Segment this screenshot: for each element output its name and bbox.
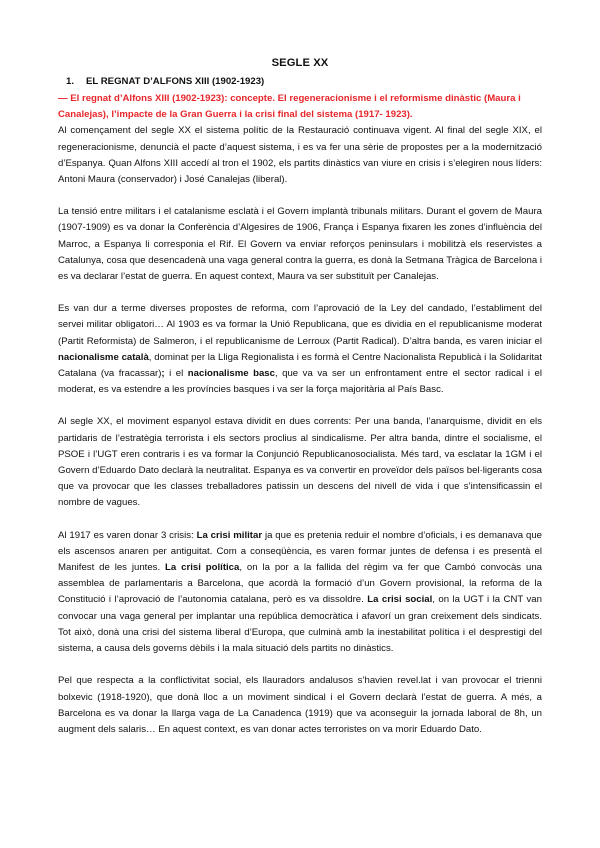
- paragraph-maura: La tensió entre militars i el catalanisme esclatà i el Govern implantà tribunals militars. Durant el govern de Maura (1907-1909) es va donar la Conferència d’Algesires de 1906, França i Espanya fixaren les zones d’influència del Marroc, a Espanya li corresponia el Rif. El Govern va enviar reforços peninsulars i mobilitzà els reservistes a Catalunya, cosa que desencadenà una vaga general contra la guerra, es donà la Setmana Tràgica de Barcelona i es va declarar l’estat de guerra. En aquest context, Maura va ser substituït per Canalejas.: [58, 206, 542, 283]
- paragraph-crisis-text-e: , on la UGT i la CNT van convocar una vaga general per implantar una república democràtica i afavorí un gran creixement dels sindicats. Tot això, donà una crisi del sistema liberal d’Europa, que culminà amb la inestabilitat política i el desprestigi del sistema, a causa dels governs dèbils i la mala situació dels partits no dinàstics.: [58, 594, 542, 655]
- term-social-crisis: La crisi social: [367, 594, 433, 606]
- paragraph-intro: Al començament del segle XX el sistema polític de la Restauració continuava vigent. Al final del segle XIX, el regeneracionisme, denuncià el pacte d’aquest sistema, i es va fer una sèrie de propostes per a la modernització d’Espanya. Quan Alfons XIII accedí al tron el 1902, els partits dinàstics van viure en crisis i s’elegiren nous líders: Antoni Maura (conservador) i José Canalejas (liberal).: [58, 125, 542, 186]
- paragraph-social-conflict: Pel que respecta a la conflictivitat social, els llauradors andalusos s’havien revel.lat i van provocar el trienni bolxevic (1918-1920), que donà lloc a un moviment sindical i el Govern declarà l’estat de guerra. A més, a Barcelona es va donar la llarga vaga de La Canadenca (1919) que va aconseguir la jornada laboral de 8h, un augment dels salaris… En aquest context, es van donar actes terroristes on va morir Eduardo Dato.: [58, 675, 542, 735]
- term-political-crisis: La crisi política: [165, 562, 240, 574]
- section-heading-text: EL REGNAT D’ALFONS XIII (1902-1923): [86, 76, 265, 87]
- paragraph-reforms-text-a: Es van dur a terme diverses propostes de reforma, com l’aprovació de la Ley del candado, l’establiment del servei militar obligatori… Al 1903 es va formar la Unió Republicana, que es dividia en el republicanisme moderat (Partit Reformista) de Salmeron, i el republicanisme de Lerroux (Partit Radical). D’altra banda, es varen iniciar el: [58, 303, 542, 347]
- paragraph-workers-movement: Al segle XX, el moviment espanyol estava dividit en dues corrents: Per una banda, l’anarquisme, dividit en els partidaris de l’estratègia terrorista i els sectors proclius al sindicalisme. Per altra banda, dintre el socialisme, el PSOE i l’UGT eren contraris i es va formar la Conjunció Republicanosocialista. Més tard, va esclatar la 1GM i el Govern d’Eduardo Dato declarà la neutralitat. Espanya es va convertir en proveïdor dels països bel·ligerants cosa que va provocar que les classes treballadores patissin un descens del nivell de vida i que s’intensificassin el nombre de vagues.: [58, 416, 542, 509]
- term-basque-nationalism: nacionalisme basc: [187, 368, 275, 380]
- paragraph-reforms-text-e: , que va va ser un enfrontament entre el sector radical i el moderat, es va estendre a les províncies basques i va ser la força majoritària al País Basc.: [58, 368, 542, 396]
- paragraph-crisis-1917: [58, 528, 542, 658]
- paragraph-reforms: [58, 301, 542, 398]
- topic-subtitle: — El regnat d’Alfons XIII (1902-1923): concepte. El regeneracionisme i el reformisme dinàstic (Maura i Canalejas), l’impacte de la Gran Guerra i la crisi final del sistema (1917- 1923).: [58, 93, 521, 121]
- document-title: SEGLE XX: [271, 57, 329, 69]
- section-number: 1.: [66, 76, 75, 87]
- paragraph-reforms-text-d: i el: [164, 368, 188, 380]
- document-page: [58, 57, 542, 738]
- paragraph-crisis-text-c: ja que es pretenia reduir el nombre d’oficials, i es demanava que els ascensos anaren per antiguitat. Com a conseqüència, es varen formar juntes de defensa i es presentà el Manifest de les juntes.: [58, 529, 542, 574]
- term-military-crisis: La crisi militar: [196, 529, 263, 541]
- semicolon-bold: ;: [161, 368, 165, 380]
- paragraph-reforms-text-c: , dominat per la Lliga Regionalista i es formà el Centre Nacionalista Republicà i la Solidaritat Catalana (va fracassar): [58, 351, 542, 380]
- section-heading: [58, 75, 542, 89]
- paragraph-crisis-text-a: Al 1917 es varen donar 3 crisis:: [58, 529, 197, 541]
- paragraph-crisis-text-d: , on la por a la fallida del règim va fer que Cambó convocàs una assemblea de parlamentaris a Barcelona, que acordà la formació d’un Govern provisional, la reforma de la Constitució i l’aprovació de l’autonomia catalana, però es va dissoldre.: [58, 562, 542, 606]
- term-catalan-nationalism: nacionalisme català: [58, 351, 149, 363]
